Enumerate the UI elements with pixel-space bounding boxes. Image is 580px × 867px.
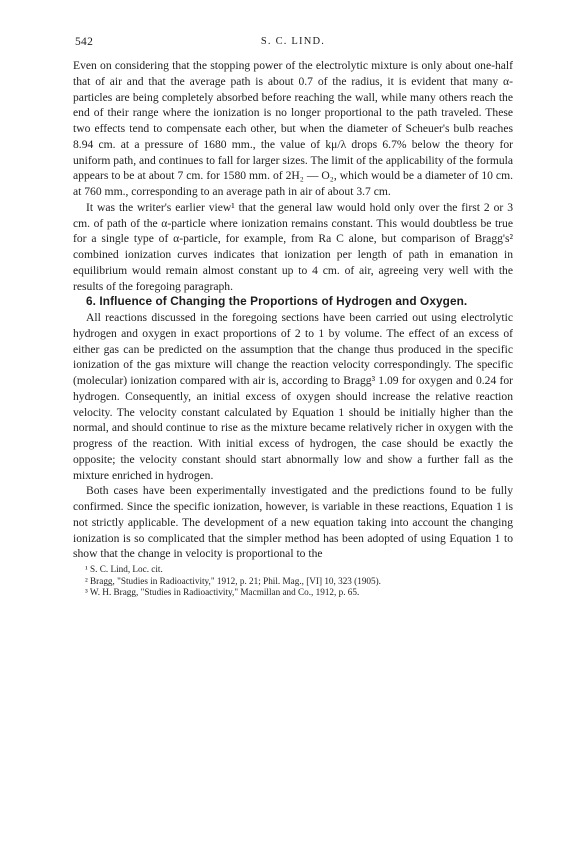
footnotes — [73, 564, 513, 599]
author-running-head: S. C. LIND. — [260, 36, 326, 47]
paragraph-gas-proportions: All reactions discussed in the foregoing sections have been carried out using electrolytic hydrogen and oxygen in exact proportions of 2 to 1 by volume. The effect of an excess of either gas can be predicted on the assumption that the change thus produced in the specific ionization of the gas mixture will change the reaction velocity correspondingly. The specific (molecular) ionization compared with air is, according to Bragg³ 1.09 for oxygen and 0.24 for hydrogen. Consequently, an initial excess of oxygen should increase the relative reaction velocity. The velocity constant calculated by Equation 1 should be initially higher than the normal, and should continue to rise as the mixture became relatively richer in oxygen with the progress of the reaction. With initial excess of hydrogen, the case should be exactly the opposite; the velocity constant should start abnormally low and show a further fall as the mixture enriched in hydrogen. — [73, 311, 513, 482]
footnote: ¹ S. C. Lind, Loc. cit. — [85, 564, 163, 574]
page-number: 542 — [75, 36, 94, 48]
paragraph-earlier-view: It was the writer's earlier view¹ that the general law would hold only over the first 2 or 3 cm. of path of the α-particle where ionization remains constant. This would doubtless be true for a single type of α-particle, for example, from Ra C alone, but comparison of Bragg's² combined ionization curves indicates that ionization per length of path in emanation in equilibrium would remain almost constant up to 4 cm. of air, agreeing very well with the results of the foregoing paragraph. — [73, 200, 513, 293]
paragraph-experimental-cases: Both cases have been experimentally investigated and the predictions found to be fully confirmed. Since the specific ionization, however, is variable in these reactions, Equation 1 is not strictly applicable. The development of a new equation taking into account the changing ionization is so complicated that the simpler method has been adopted of using Equation 1 to show that the change in velocity is proportional to the — [73, 484, 513, 561]
journal-page — [73, 36, 513, 599]
footnote: ² Bragg, "Studies in Radioactivity," 1912, p. 21; Phil. Mag., [VI] 10, 323 (1905). — [85, 575, 381, 586]
running-head — [73, 36, 513, 58]
footnote: ³ W. H. Bragg, "Studies in Radioactivity," Macmillan and Co., 1912, p. 65. — [85, 587, 360, 598]
section-heading: 6. Influence of Changing the Proportions of Hydrogen and Oxygen. — [86, 294, 468, 309]
body-text — [73, 58, 513, 562]
paragraph-stopping-power: Even on considering that the stopping power of the electrolytic mixture is only about one-half that of air and that the average path is about 0.7 of the radius, it is evident that many α-particles are being completely absorbed before reaching the wall, while many others reach the end of their range where the ionization is no longer proportional to the path traveled. These two effects tend to compensate each other, but when the diameter of Scheuer's bulb reaches 8.94 cm. at a pressure of 1680 mm., the value of kμ/λ drops 6.7% below the theory for uniform path, and continues to fall for larger sizes. The limit of the applicability of the formula appears to be at about 7 cm. for 1580 mm. of 2H₂ — O₂, which would be a diameter of 10 cm. at 760 mm., corresponding to an average path in air of about 3.7 cm. — [73, 59, 514, 198]
